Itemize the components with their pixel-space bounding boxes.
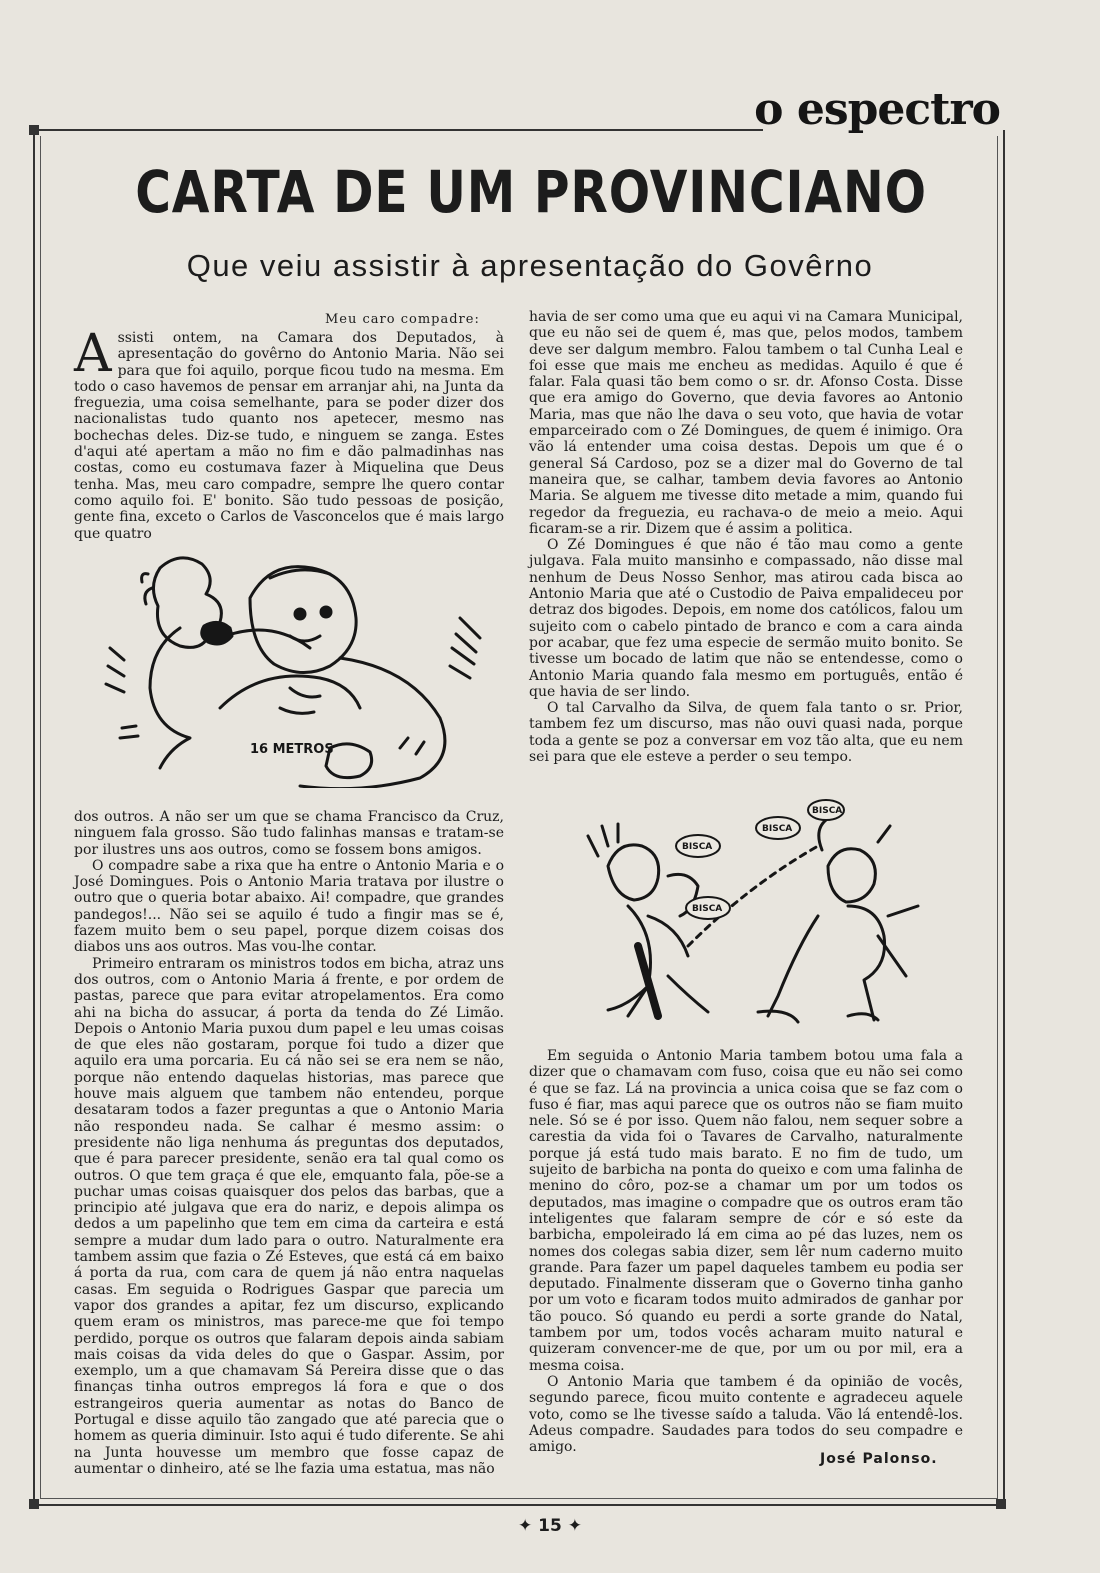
salutation: Meu caro compadre:: [325, 312, 480, 327]
drop-cap: A: [74, 324, 112, 384]
author-signature: José Palonso.: [820, 1451, 938, 1467]
bisca-label: BISCA: [762, 824, 793, 834]
right-column-top: [529, 309, 963, 765]
paragraph-text: ssisti ontem, na Camara dos Deputados, à apresentação do govêrno do Antonio Maria. Não sei para que foi aquilo, porque ficou tudo na mesma. Em todo o caso havemos de pensar em arranjar ahi, na Junta da freguezia, uma coisa semelhante, para se poder dizer dos nacionalistas tudo quanto nos apetecer, mesmo nas bochechas deles. Diz-se tudo, e ninguem se zanga. Estes d'aqui até apertam a mão no fim e dão palmadinhas nas costas, como eu costumava fazer à Miquelina que Deus tenha. Mas, meu caro compadre, sempre lhe quero contar como aquilo foi. E' bonito. São tudo pessoas de posição, gente fina, exceto o Carlos de Vasconcelos que é mais largo que quatro: [74, 330, 504, 542]
paragraph: Em seguida o Antonio Maria tambem botou uma fala a dizer que o chamavam com fuso, coisa que eu não sei como é que se faz. Lá na provincia a unica coisa que se faz com o fuso é fiar, mas aqui parece que os outros não se fiam muito nele. Só se é por isso. Quem não falou, nem sequer sobre a carestia da vida foi o Tavares de Carvalho, naturalmente porque já está tudo mais barato. E no fim de tudo, um sujeito de barbicha na ponta do queixo e com uma falinha de menino do côro, poz-se a chamar um por um todos os deputados, mas imagine o compadre que os outros eram tão inteligentes que falaram sempre de cór e só este da barbicha, empoleirado lá em cima ao pé das luzes, nem os nomes dos colegas sabia dizer, sem lêr num caderno muito grande. Para fazer um papel daqueles tambem eu podia ser deputado. Finalmente disseram que o Governo tinha ganho por um voto e ficaram todos muito admirados de ganhar por tão pouco. Só quando eu perdi a sorte grande do Natal, tambem por um, todos vocês acharam muito natural e quizeram convencer-me de que, por um ou por mil, era a mesma coisa.: [529, 1048, 963, 1374]
cartoon-illustration-2: [548, 796, 948, 1036]
paragraph: dos outros. A não ser um que se chama Francisco da Cruz, ninguem fala grosso. São tudo falinhas mansas e tratam-se por ilustres uns aos outros, como se fossem bons amigos.: [74, 809, 504, 858]
article-title: CARTA DE UM PROVINCIANO: [135, 158, 927, 226]
masthead-logo: o espectro: [754, 84, 1000, 135]
bisca-label: BISCA: [692, 904, 723, 914]
left-column-bottom: [74, 809, 504, 1477]
paragraph: [74, 324, 504, 542]
cartoon-caption: 16 METROS: [250, 742, 334, 757]
left-column-top: [74, 324, 504, 542]
frame-corner-ornament: [29, 1499, 39, 1509]
cartoon-illustration-1: [100, 548, 500, 788]
bisca-label: BISCA: [682, 842, 713, 852]
paragraph: Primeiro entraram os ministros todos em bicha, atraz uns dos outros, com o Antonio Maria á frente, e por ordem de pastas, parece que para evitar atropelamentos. Era como ahi na bicha do assucar, á porta da tenda do Zé Limão. Depois o Antonio Maria puxou dum papel e leu umas coisas de que eles não gostaram, porque foi tudo a dizer que aquilo era uma porcaria. Eu cá não sei se era nem se não, porque não entendo daquelas historias, mas parece que houve mais alguem que tambem não entendeu, porque desataram todos a fazer preguntas a que o Antonio Maria não respondeu nada. Se calhar é mesmo assim: o presidente não liga nenhuma ás preguntas dos deputados, que é para parecer presidente, senão era tal qual como os outros. O que tem graça é que ele, emquanto fala, põe-se a puchar umas coisas quaisquer dos pelos das barbas, que a principio até julgava que era do nariz, e depois alimpa os dedos a um papelinho que tem em cima da carteira e está sempre a mudar dum lado para o outro. Naturalmente era tambem assim que fazia o Zé Esteves, que está cá em baixo á porta da rua, com cara de quem já não entra naquelas casas. Em seguida o Rodrigues Gaspar que parecia um vapor dos grandes a apitar, fez um discurso, explicando quem eram os ministros, mas parece-me que foi tempo perdido, porque os outros que falaram depois ainda sabiam mais coisas da vida deles do que o Gaspar. Assim, por exemplo, um a que chamavam Sá Pereira disse que o das finanças tinha outros empregos lá fora e que o dos estrangeiros queria aumentar as notas do Banco de Portugal e disse aquilo tão zangado que até parecia que o homem as queria diminuir. Isto aqui é tudo diferente. Se ahi na Junta houvesse um membro que fosse capaz de aumentar o dinheiro, até se lhe fazia uma estatua, mas não: [74, 955, 504, 1477]
bisca-label: BISCA: [812, 806, 843, 816]
right-column-bottom: [529, 1048, 963, 1455]
paragraph: O Zé Domingues é que não é tão mau como a gente julgava. Fala muito mansinho e compassado, não disse mal nenhum de Deus Nosso Senhor, mas atirou cada bisca ao Antonio Maria que até o Custodio de Paiva empalideceu por detraz dos bigodes. Depois, em nome dos católicos, falou um sujeito com o cabelo pintado de branco e com a cara ainda por acabar, que fez uma especie de sermão muito bonito. Se tivesse um bocado de latim que não se entendesse, como o Antonio Maria quando fala mesmo em português, então é que havia de ser lindo.: [529, 537, 963, 700]
paragraph: O tal Carvalho da Silva, de quem fala tanto o sr. Prior, tambem fez um discurso, mas não ouvi quasi nada, porque toda a gente se poz a conversar em voz tão alta, que eu nem sei para que ele esteve a perder o seu tempo.: [529, 700, 963, 766]
article-subtitle: Que veiu assistir à apresentação do Govêrno: [186, 248, 874, 283]
paragraph: O compadre sabe a rixa que ha entre o Antonio Maria e o José Domingues. Pois o Antonio Maria tratava por ilustre o outro que o queria botar abaixo. Ai! compadre, que grandes pandegos!... Não sei se aquilo é tudo a fingir mas se é, fazem muito bem o seu papel, porque dizem coisas dos diabos uns aos outros. Mas vou-lhe contar.: [74, 857, 504, 956]
paragraph: O Antonio Maria que tambem é da opinião de vocês, segundo parece, ficou muito contente e agradeceu aquele voto, como se lhe tivesse saído a taluda. Vão lá entendê-los. Adeus compadre. Saudades para todos do seu compadre e amigo.: [529, 1373, 963, 1456]
page-number: ✦ 15 ✦: [518, 1516, 582, 1536]
paragraph: havia de ser como uma que eu aqui vi na Camara Municipal, que eu não sei de quem é, mas que, pelos modos, tambem deve ser dalgum membro. Falou tambem o tal Cunha Leal e foi esse que mais me encheu as medidas. Aquilo é que é falar. Fala quasi tão bem como o sr. dr. Afonso Costa. Disse que era amigo do Governo, que devia favores ao Antonio Maria, mas que não lhe dava o seu voto, que havia de votar emparceirado com o Zé Domingues, de quem é inimigo. Ora vão lá entender uma coisa destas. Depois um que é o general Sá Cardoso, poz se a dizer mal do Governo de tal maneira que, se calhar, tambem devia favores ao Antonio Maria. Se alguem me tivesse dito metade a mim, quando fui regedor da freguezia, eu rachava-o de meio a meio. Aqui ficaram-se a rir. Dizem que é assim a politica.: [529, 309, 963, 537]
frame-corner-ornament: [996, 1499, 1006, 1509]
frame-corner-ornament: [29, 125, 39, 135]
